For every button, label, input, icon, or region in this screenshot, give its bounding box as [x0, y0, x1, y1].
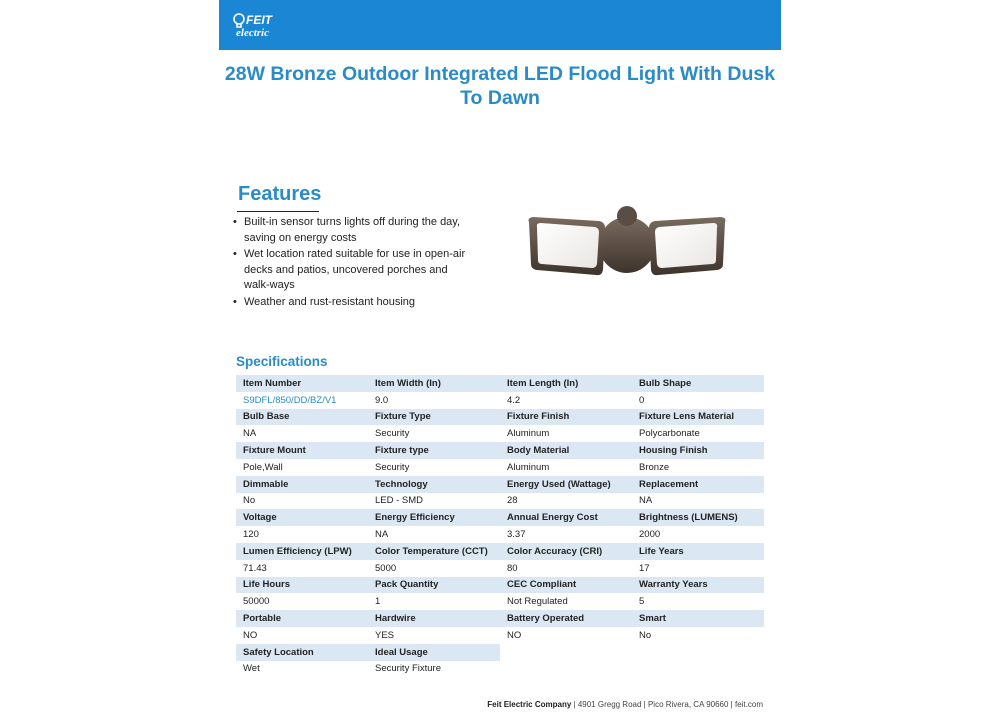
spec-value: Security [368, 459, 500, 476]
spec-label: Life Hours [236, 577, 368, 594]
footer-website-link[interactable]: feit.com [734, 700, 763, 709]
spec-value: NO [236, 627, 368, 644]
features-underline [237, 211, 319, 212]
spec-header-row [236, 509, 764, 526]
spec-value: NA [632, 493, 764, 510]
logo-line1: FEIT [246, 13, 272, 27]
spec-value-row [236, 392, 764, 409]
spec-value: 28 [500, 493, 632, 510]
spec-value: Polycarbonate [632, 425, 764, 442]
spec-label: Voltage [236, 509, 368, 526]
spec-label: Fixture Finish [500, 409, 632, 426]
spec-label: Brightness (LUMENS) [632, 509, 764, 526]
flood-light-product-image [523, 200, 731, 292]
spec-label: Bulb Base [236, 409, 368, 426]
spec-value: No [632, 627, 764, 644]
spec-label: CEC Compliant [500, 577, 632, 594]
product-title: 28W Bronze Outdoor Integrated LED Flood Light With Dusk To Dawn [224, 63, 776, 109]
spec-label: Fixture Lens Material [632, 409, 764, 426]
spec-label: Dimmable [236, 476, 368, 493]
spec-value-row [236, 560, 764, 577]
spec-value-row [236, 493, 764, 510]
footer-address: | 4901 Gregg Road | Pico Rivera, CA 90660 | [573, 700, 733, 709]
spec-value: 50000 [236, 593, 368, 610]
spec-value: 120 [236, 526, 368, 543]
spec-header-row [236, 644, 764, 661]
spec-value: 3.37 [500, 526, 632, 543]
spec-label: Battery Operated [500, 610, 632, 627]
spec-value: Aluminum [500, 425, 632, 442]
spec-value: 2000 [632, 526, 764, 543]
spec-sheet-page [219, 0, 781, 727]
spec-empty-cell [500, 644, 632, 661]
spec-label: Energy Used (Wattage) [500, 476, 632, 493]
spec-label: Smart [632, 610, 764, 627]
spec-empty-cell [632, 644, 764, 661]
spec-label: Item Width (In) [368, 375, 500, 392]
spec-value: 5 [632, 593, 764, 610]
spec-label: Safety Location [236, 644, 368, 661]
spec-label: Body Material [500, 442, 632, 459]
spec-value: No [236, 493, 368, 510]
spec-value: Security [368, 425, 500, 442]
spec-label: Lumen Efficiency (LPW) [236, 543, 368, 560]
spec-value: Pole,Wall [236, 459, 368, 476]
spec-value: Not Regulated [500, 593, 632, 610]
spec-header-row [236, 476, 764, 493]
spec-header-row [236, 409, 764, 426]
spec-header-row [236, 577, 764, 594]
spec-value-row [236, 593, 764, 610]
spec-value: 4.2 [500, 392, 632, 409]
spec-value-row [236, 425, 764, 442]
spec-value-row [236, 526, 764, 543]
feature-item: • Built-in sensor turns lights off during the day, saving on energy costs [233, 215, 473, 246]
spec-label: Color Accuracy (CRI) [500, 543, 632, 560]
spec-value: 0 [632, 392, 764, 409]
spec-value: 71.43 [236, 560, 368, 577]
spec-value: YES [368, 627, 500, 644]
spec-value-row [236, 661, 764, 678]
spec-label: Hardwire [368, 610, 500, 627]
spec-label: Portable [236, 610, 368, 627]
page-footer [219, 700, 763, 709]
spec-label: Fixture Type [368, 409, 500, 426]
spec-value: Wet [236, 661, 368, 678]
spec-empty-cell [500, 661, 632, 678]
logo-line2: electric [236, 27, 269, 39]
spec-label: Technology [368, 476, 500, 493]
spec-label: Energy Efficiency [368, 509, 500, 526]
spec-label: Annual Energy Cost [500, 509, 632, 526]
spec-label: Life Years [632, 543, 764, 560]
spec-label: Warranty Years [632, 577, 764, 594]
spec-value: Aluminum [500, 459, 632, 476]
spec-empty-cell [632, 661, 764, 678]
spec-value: Bronze [632, 459, 764, 476]
spec-value: 80 [500, 560, 632, 577]
spec-label: Pack Quantity [368, 577, 500, 594]
spec-value: 5000 [368, 560, 500, 577]
spec-label: Bulb Shape [632, 375, 764, 392]
spec-label: Color Temperature (CCT) [368, 543, 500, 560]
feit-electric-logo [233, 11, 297, 39]
spec-label: Ideal Usage [368, 644, 500, 661]
spec-value-row [236, 627, 764, 644]
spec-header-row [236, 610, 764, 627]
feature-item: • Wet location rated suitable for use in open-air decks and patios, uncovered porches and walk-ways [233, 247, 473, 294]
item-number-link[interactable]: S9DFL/850/DD/BZ/V1 [236, 392, 368, 409]
feature-item: • Weather and rust-resistant housing [233, 295, 473, 311]
specifications-heading: Specifications [236, 354, 328, 369]
spec-label: Item Number [236, 375, 368, 392]
features-heading: Features [238, 183, 322, 205]
spec-value: NA [236, 425, 368, 442]
spec-label: Fixture type [368, 442, 500, 459]
spec-value: 17 [632, 560, 764, 577]
spec-value: Security Fixture [368, 661, 500, 678]
spec-value: 9.0 [368, 392, 500, 409]
spec-header-row [236, 375, 764, 392]
brand-banner [219, 0, 781, 50]
spec-value: 1 [368, 593, 500, 610]
features-list [233, 215, 473, 311]
spec-header-row [236, 543, 764, 560]
spec-header-row [236, 442, 764, 459]
specifications-table [236, 375, 764, 677]
spec-value-row [236, 459, 764, 476]
spec-label: Replacement [632, 476, 764, 493]
spec-label: Item Length (In) [500, 375, 632, 392]
spec-label: Fixture Mount [236, 442, 368, 459]
spec-value: NA [368, 526, 500, 543]
spec-value: LED - SMD [368, 493, 500, 510]
spec-label: Housing Finish [632, 442, 764, 459]
footer-company: Feit Electric Company [487, 700, 572, 709]
spec-value: NO [500, 627, 632, 644]
